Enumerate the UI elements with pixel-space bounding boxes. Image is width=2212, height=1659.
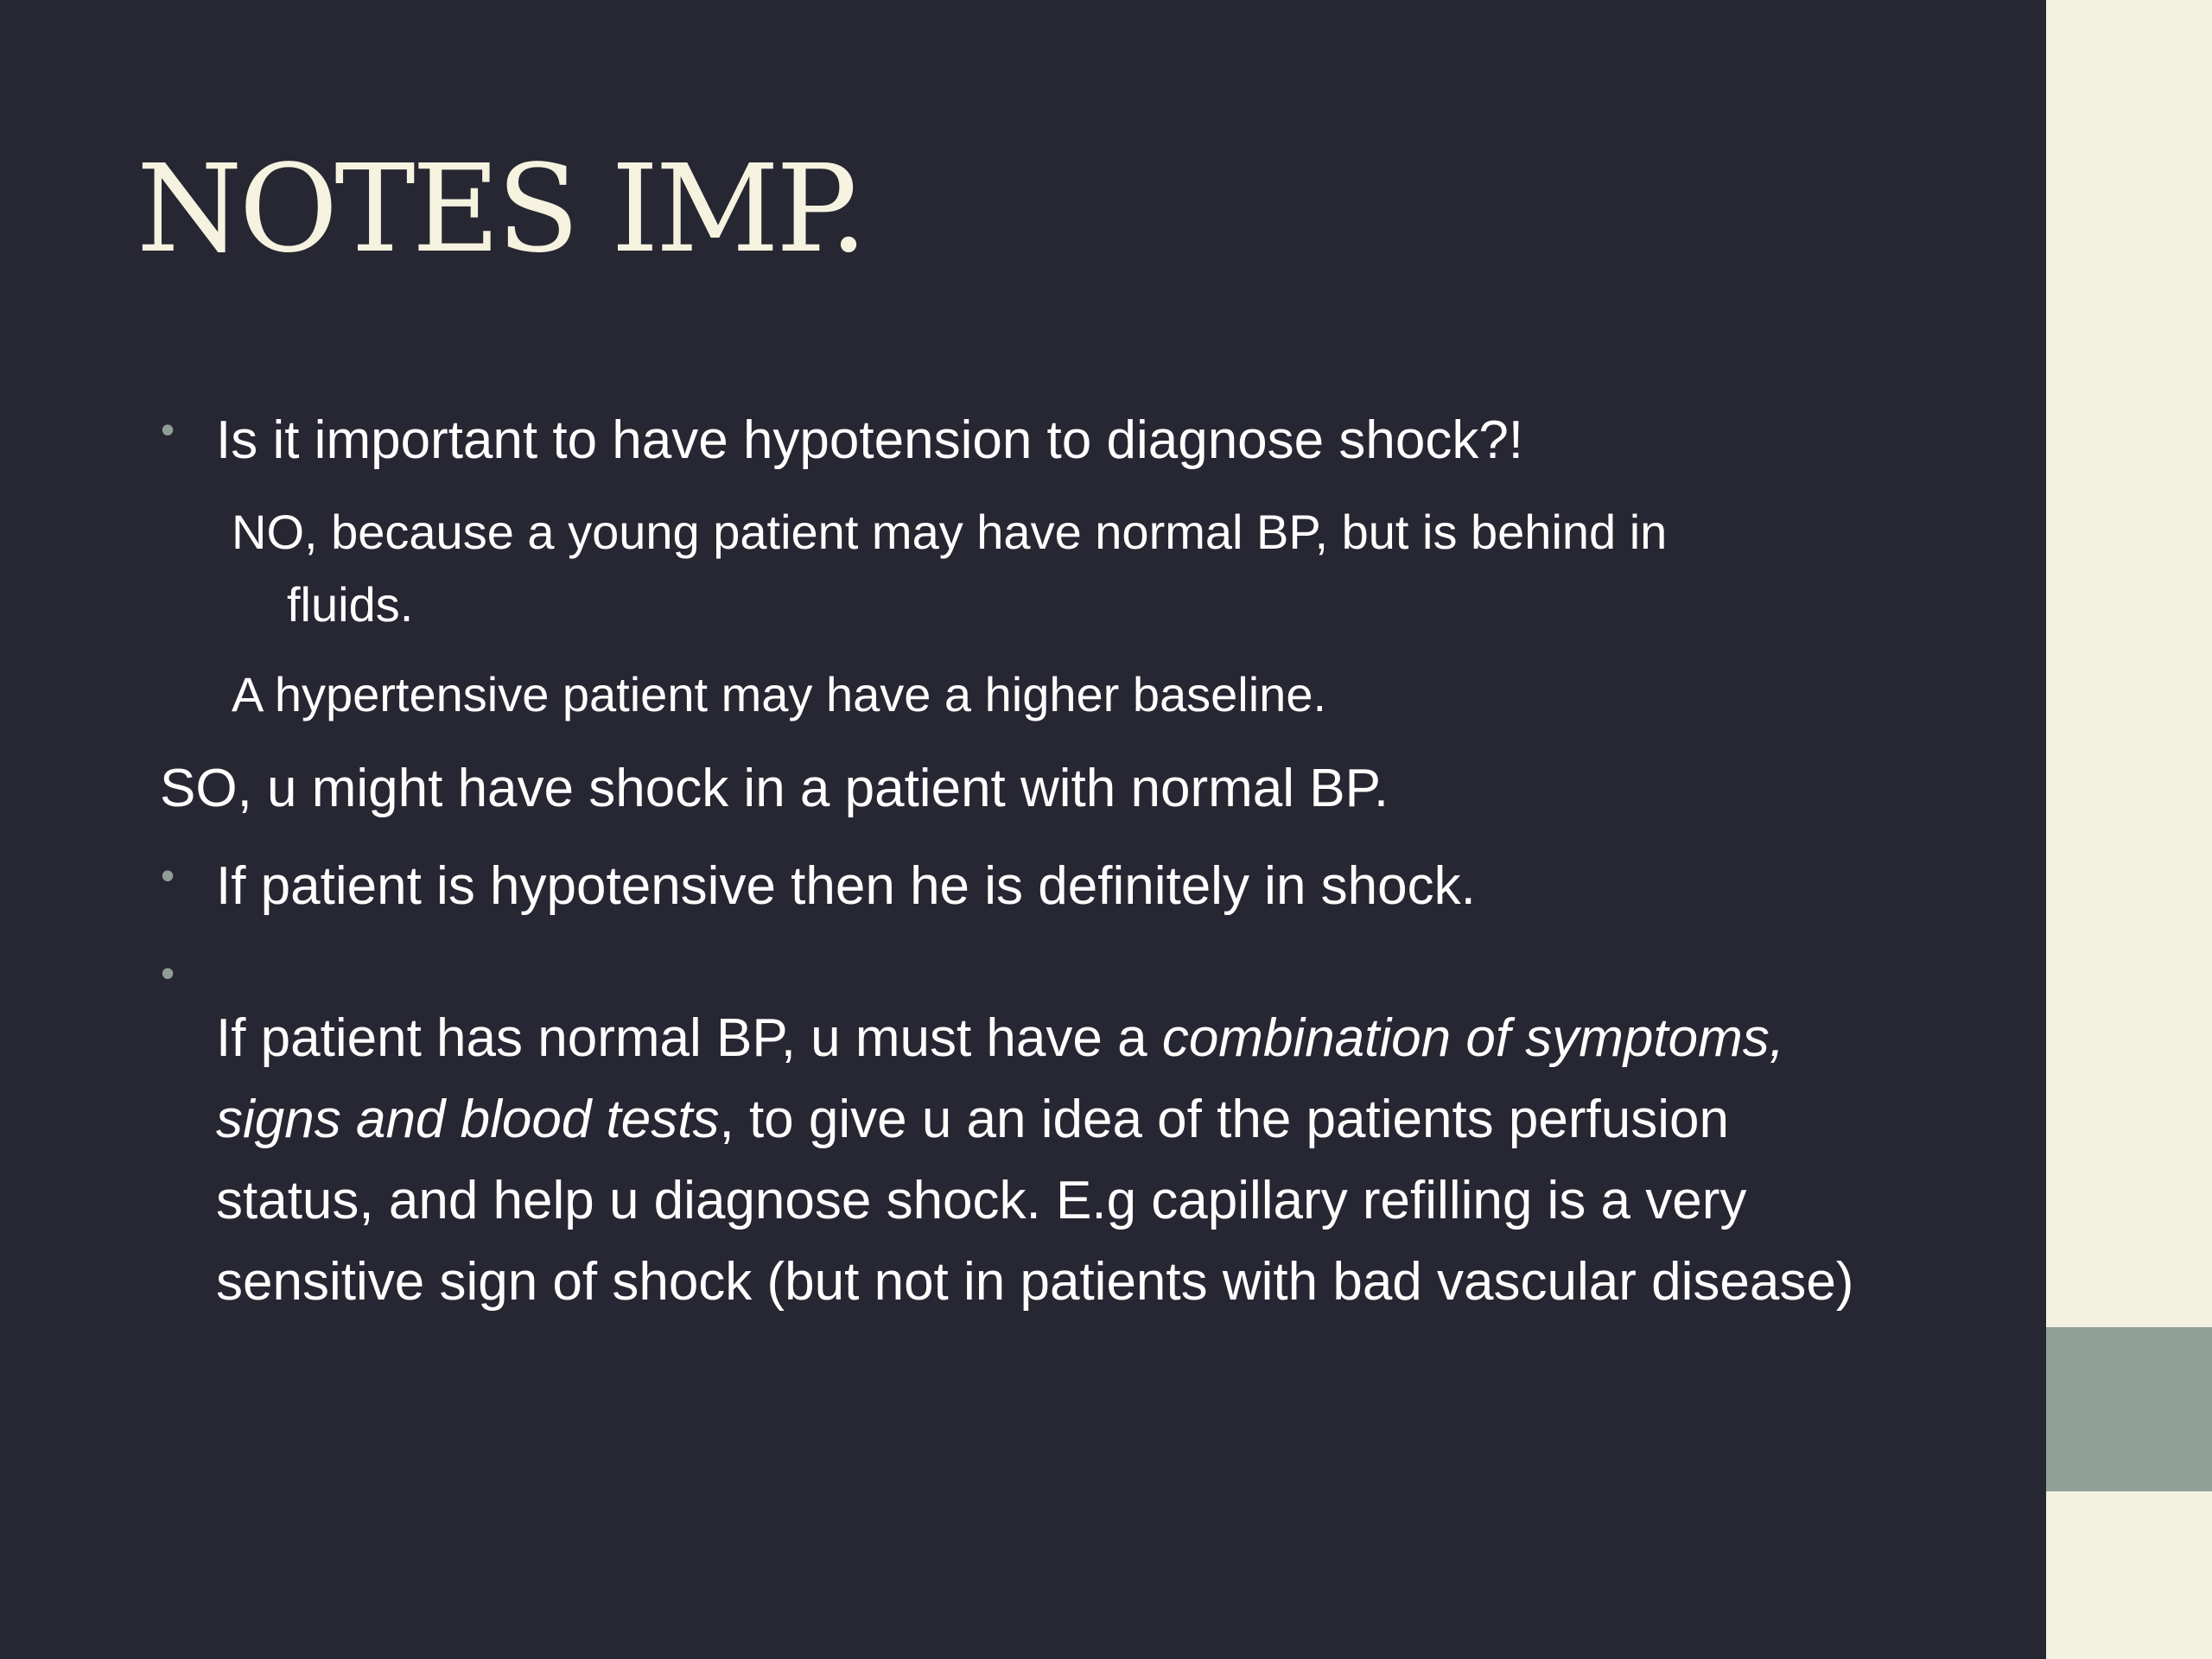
bullet-3-text [216,998,1892,1323]
sub-item-2-text: A hypertensive patient may have a higher baseline. [232,667,1327,721]
side-block-decoration [2046,1327,2212,1491]
bullet-dot-3: • [161,950,175,995]
bullet-1-text: Is it important to have hypotension to diagnose shock?! [216,410,1524,470]
bullet-3-text-italic: combination of symptoms, signs and blood tests [216,1008,1784,1149]
slide-title: NOTES IMP. [137,139,865,280]
sub-item-1-line-1: NO, because a young patient may have normal BP, but is behind in [232,505,1668,559]
bullet-dot-1: • [161,407,175,452]
bullet-3-text-start: If patient has normal BP, u must have a [216,1008,1162,1068]
sub-item-1-line-2: fluids. [287,577,414,632]
bullet-3-text-end: , to give u an idea of the patients perfusion status, and help u diagnose shock. E.g capillary refilling is a very sensitive sign of shock (but not in patients with bad vascular disease) [216,1090,1854,1312]
bullet-2-text: If patient is hypotensive then he is definitely in shock. [216,856,1476,916]
plain-line-text: SO, u might have shock in a patient with normal BP. [160,759,1389,818]
bullet-dot-2: • [161,853,175,898]
